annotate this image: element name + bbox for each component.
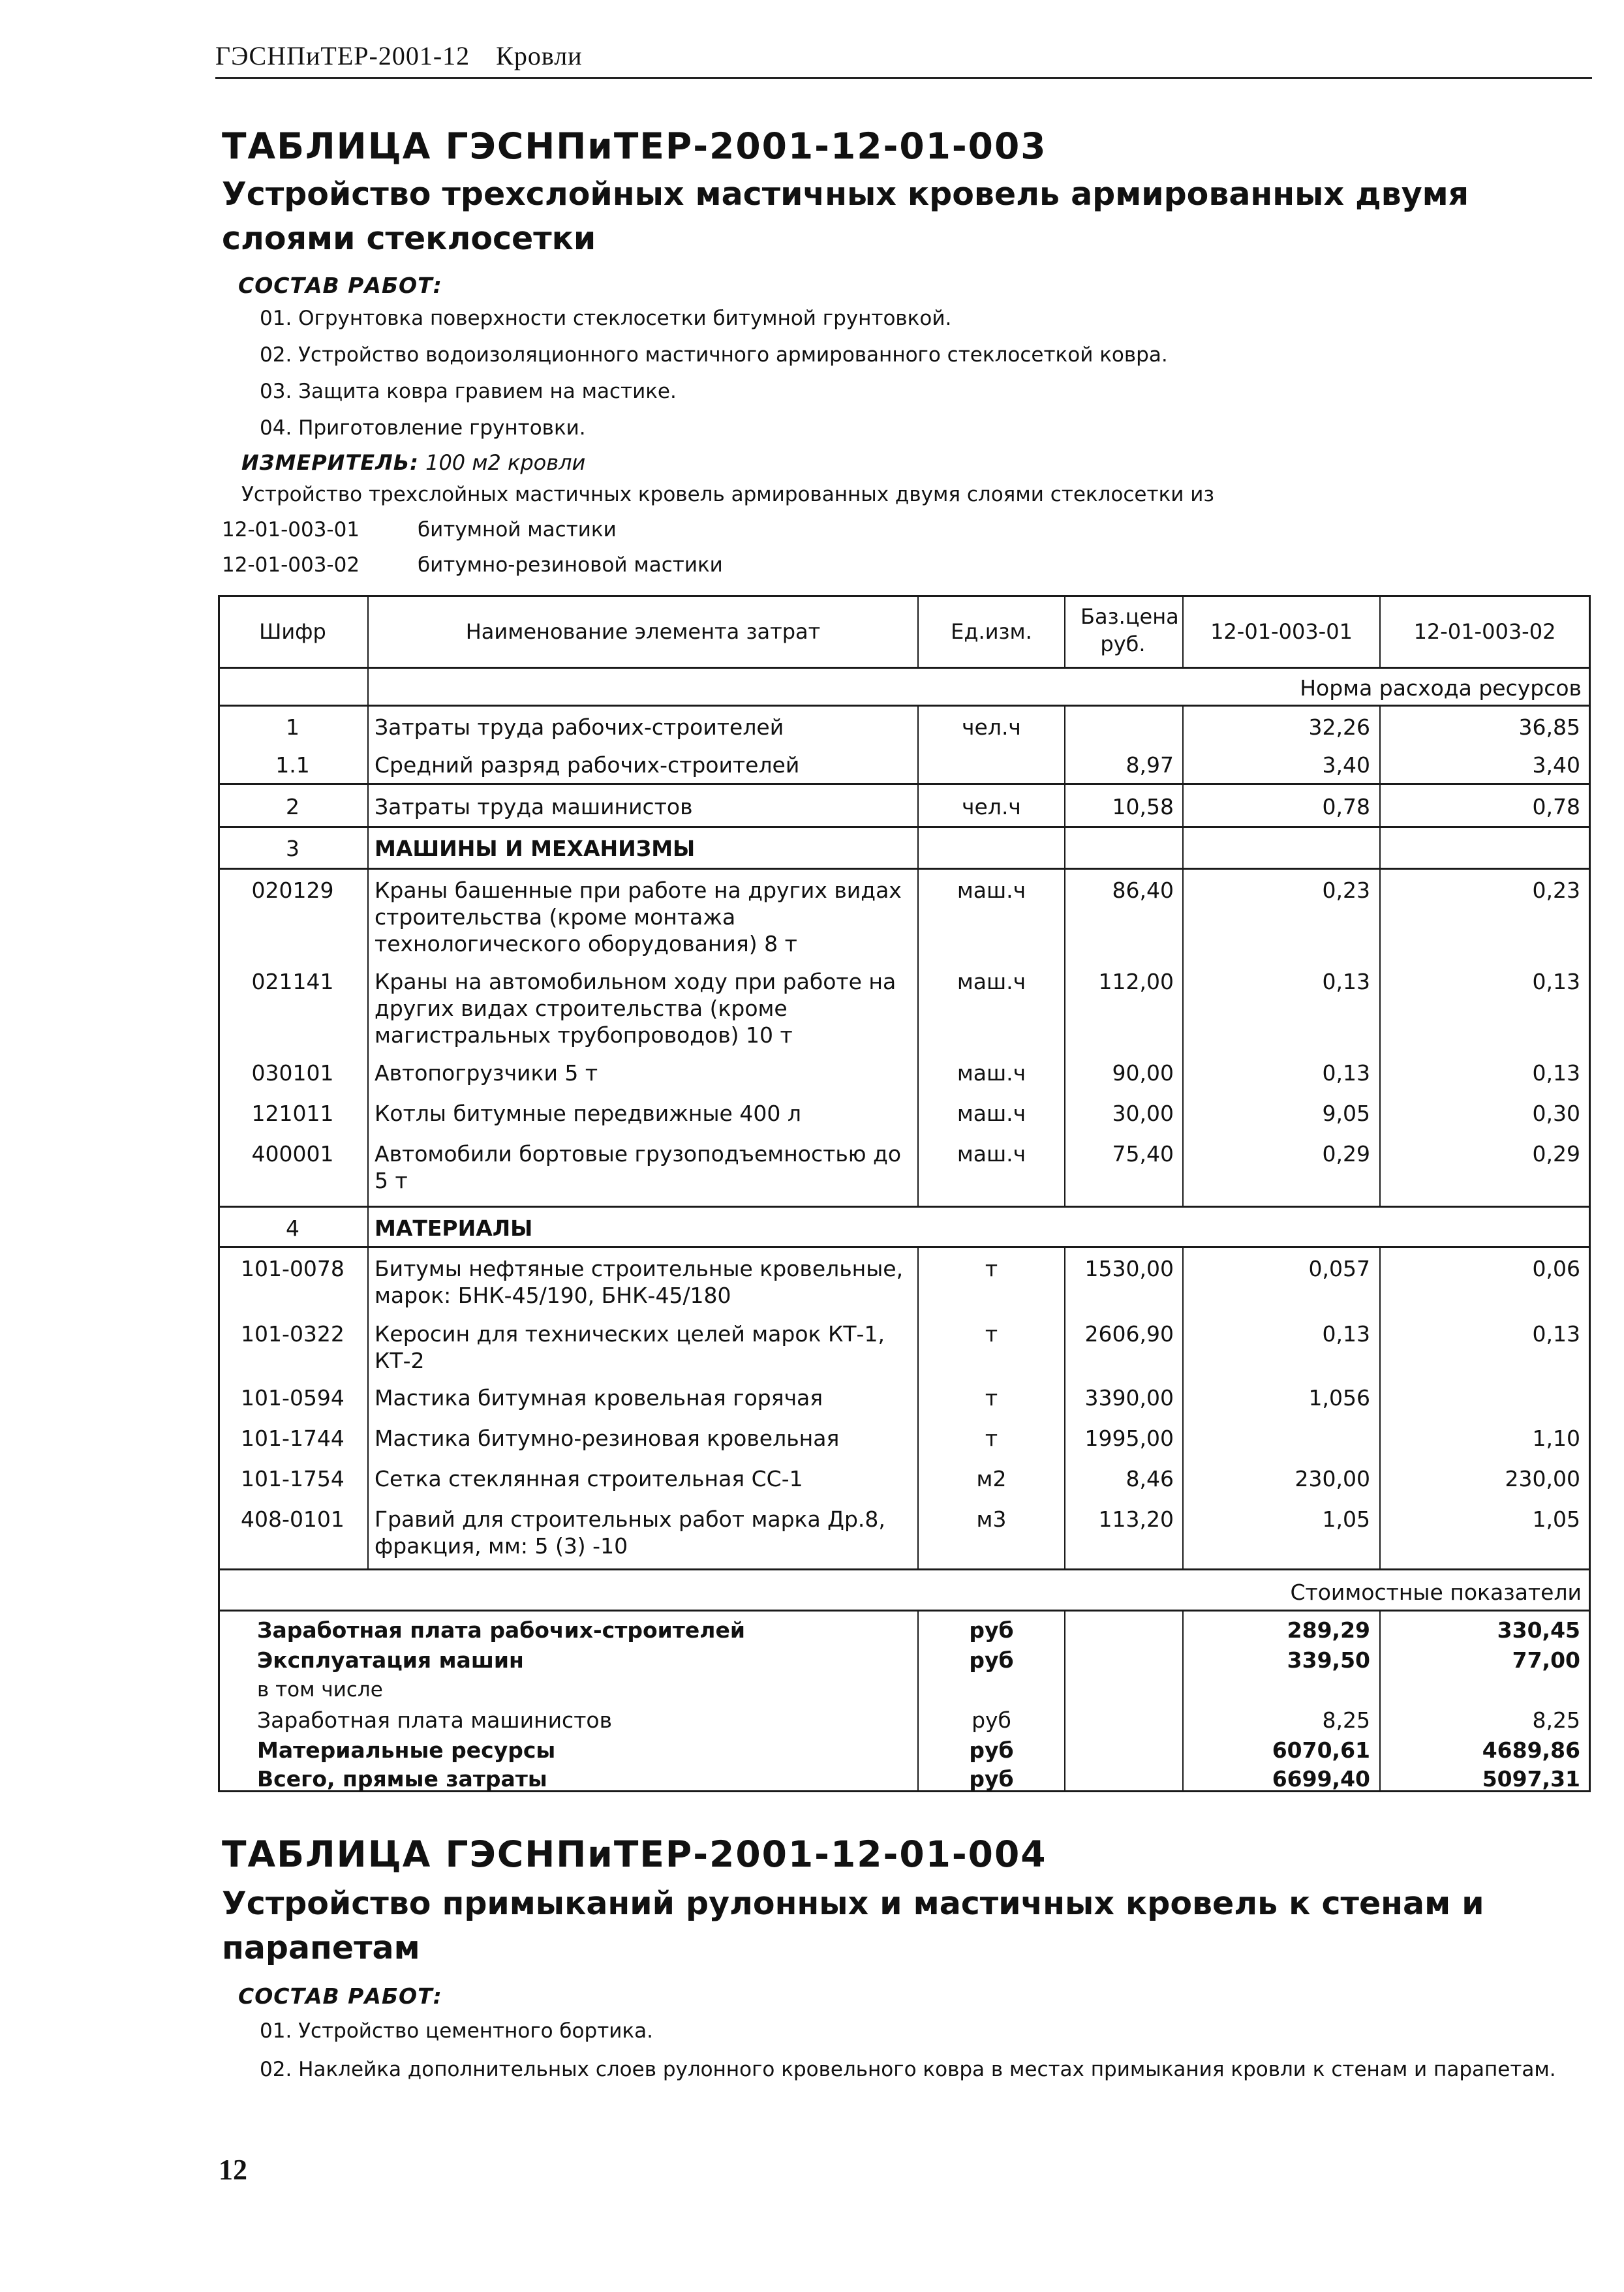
row-name: Затраты труда машинистов [375,794,693,819]
row-value-1: 230,00 [1295,1466,1370,1491]
row-value-1: 0,23 [1322,878,1370,903]
table-003-work-item: 03. Защита ковра гравием на мастике. [260,380,677,403]
row-price: 3390,00 [1084,1385,1174,1411]
summary-unit: руб [969,1647,1014,1673]
summary-value-1: 6699,40 [1272,1766,1370,1792]
row-code: 030101 [251,1060,334,1086]
row-value-1: 3,40 [1322,752,1370,778]
row-value-2: 1,05 [1532,1506,1580,1532]
row-value-2: 0,06 [1532,1256,1580,1281]
row-unit: маш.ч [957,878,1026,903]
table-004-work-item: 01. Устройство цементного бортика. [260,2019,653,2043]
row-code: 101-0078 [241,1256,345,1281]
row-value-1: 9,05 [1322,1101,1370,1126]
row-value-2: 36,85 [1518,714,1580,740]
row-unit: т [985,1385,998,1411]
page-number: 12 [219,2154,247,2186]
row-name: Керосин для технических целей марок КТ-1, КТ-2 [375,1321,885,1373]
summary-name: Всего, прямые затраты [257,1766,547,1792]
row-value-1: 0,13 [1322,1060,1370,1086]
row-value-1: 1,056 [1308,1385,1370,1411]
row-name: Мастика битумная кровельная горячая [375,1385,823,1411]
summary-unit: руб [969,1766,1014,1792]
row-name: Мастика битумно-резиновая кровельная [375,1426,840,1451]
row-value-2: 0,13 [1532,1321,1580,1347]
meter-value: 100 м2 кровли [425,450,586,475]
table-rule [218,1246,1591,1248]
row-code: 1 [286,714,299,740]
table-003-work-label: СОСТАВ РАБОТ: [238,273,442,298]
resource-table [218,595,1591,1792]
section-title-materials: МАТЕРИАЛЫ [375,1215,533,1241]
table-003-work-item: 01. Огрунтовка поверхности стеклосетки битумной грунтовкой. [260,307,952,330]
summary-value-1: 8,25 [1322,1707,1370,1733]
summary-name: Материальные ресурсы [257,1737,556,1763]
row-unit: чел.ч [962,794,1021,819]
row-code: 121011 [251,1101,334,1126]
summary-value-1: 289,29 [1287,1617,1370,1643]
row-value-1: 0,78 [1322,794,1370,819]
section-code: 3 [286,836,299,861]
summary-name: Заработная плата машинистов [257,1707,613,1733]
table-rule [218,595,1591,597]
table-rule [218,868,1591,870]
table-004-subtitle: Устройство примыканий рулонных и мастичных кровель к стенам и парапетам [222,1885,1484,1966]
row-value-2: 0,30 [1532,1101,1580,1126]
summary-unit: руб [969,1737,1014,1763]
row-unit: т [985,1321,998,1347]
row-name: Битумы нефтяные строительные кровельные, марок: БНК-45/190, БНК-45/180 [375,1256,904,1308]
row-code: 1.1 [275,752,310,778]
row-unit: т [985,1256,998,1281]
section-title-machines: МАШИНЫ И МЕХАНИЗМЫ [375,836,696,861]
column-header-unit: Ед.изм. [951,619,1032,644]
row-code: 101-1744 [241,1426,345,1451]
table-rule [367,595,369,705]
row-unit: маш.ч [957,1101,1026,1126]
row-value-1: 0,057 [1308,1256,1370,1281]
row-value-1: 32,26 [1308,714,1370,740]
table-rule [218,667,1591,669]
row-unit: маш.ч [957,1141,1026,1167]
row-price: 112,00 [1098,969,1174,994]
row-value-2: 0,13 [1532,969,1580,994]
table-rule [218,826,1591,828]
summary-name: Заработная плата рабочих-строителей [257,1617,745,1643]
summary-unit: руб [969,1617,1014,1643]
row-value-1: 1,05 [1322,1506,1370,1532]
row-price: 8,46 [1126,1466,1174,1491]
summary-value-2: 330,45 [1497,1617,1580,1643]
table-rule [218,705,1591,707]
table-rule [218,1568,1591,1570]
column-header-name: Наименование элемента затрат [465,619,821,644]
row-price: 75,40 [1112,1141,1174,1167]
row-price: 113,20 [1098,1506,1174,1532]
summary-unit: руб [972,1707,1011,1733]
row-price: 8,97 [1126,752,1174,778]
table-rule [218,1610,1591,1612]
column-header-variant-1: 12-01-003-01 [1210,619,1353,644]
table-rule [1064,1610,1065,1792]
row-value-1: 0,13 [1322,1321,1370,1347]
norm-caption: Норма расхода ресурсов [1300,675,1582,701]
section-code: 4 [286,1215,299,1241]
running-header [215,40,583,71]
summary-value-1: 6070,61 [1272,1737,1370,1763]
summary-name: Эксплуатация машин [257,1647,524,1673]
row-value-1: 0,13 [1322,969,1370,994]
meter-label: ИЗМЕРИТЕЛЬ: [241,450,419,475]
row-name: Сетка стеклянная строительная СС-1 [375,1466,803,1491]
row-price: 86,40 [1112,878,1174,903]
row-value-2: 0,23 [1532,878,1580,903]
running-header-code: ГЭСНПиТЕР-2001-12 [215,41,470,70]
row-name: Средний разряд рабочих-строителей [375,752,800,778]
variant-name: битумной мастики [418,518,617,542]
row-unit: м3 [976,1506,1007,1532]
running-header-section: Кровли [496,41,583,70]
row-name: Краны на автомобильном ходу при работе на других видах строительства (кроме магистральных трубопроводов) 10 т [375,969,896,1048]
row-price: 90,00 [1112,1060,1174,1086]
row-name: Автомобили бортовые грузоподъемностью до 5 т [375,1141,902,1193]
table-003-description: Устройство трехслойных мастичных кровель армированных двумя слоями стеклосетки из [241,483,1214,506]
row-value-2: 0,78 [1532,794,1580,819]
row-unit: м2 [976,1466,1007,1491]
table-rule [1064,705,1065,868]
row-code: 400001 [251,1141,334,1167]
table-rule [1064,595,1065,667]
column-header-variant-2: 12-01-003-02 [1413,619,1556,644]
row-value-2: 1,10 [1532,1426,1580,1451]
row-price: 1530,00 [1084,1256,1174,1281]
table-rule [218,1206,1591,1208]
row-price: 2606,90 [1084,1321,1174,1347]
table-rule [367,705,369,1568]
table-004-work-item: 02. Наклейка дополнительных слоев рулонного кровельного ковра в местах примыкания кровли к стенам и парапетам. [260,2058,1556,2081]
header-rule [215,77,1592,79]
row-name: Котлы битумные передвижные 400 л [375,1101,801,1126]
row-price: 30,00 [1112,1101,1174,1126]
row-code: 021141 [251,969,334,994]
column-header-code: Шифр [259,619,326,644]
variant-code: 12-01-003-02 [222,553,360,577]
summary-value-2: 8,25 [1532,1707,1580,1733]
row-value-2: 0,29 [1532,1141,1580,1167]
row-code: 2 [286,794,299,819]
column-header-price: Баз.цена руб. [1080,604,1179,656]
row-value-2: 230,00 [1505,1466,1580,1491]
row-code: 101-1754 [241,1466,345,1491]
summary-value-1: 339,50 [1287,1647,1370,1673]
summary-name: в том числе [257,1678,383,1702]
row-code: 408-0101 [241,1506,345,1532]
table-rule [1589,595,1591,1792]
row-unit: чел.ч [962,714,1021,740]
row-code: 020129 [251,878,334,903]
row-name: Гравий для строительных работ марка Др.8, фракция, мм: 5 (3) -10 [375,1506,885,1559]
cost-caption: Стоимостные показатели [1290,1580,1582,1605]
summary-value-2: 77,00 [1512,1647,1580,1673]
table-003-meter [241,450,585,475]
row-value-1: 0,29 [1322,1141,1370,1167]
row-unit: маш.ч [957,1060,1026,1086]
row-code: 101-0322 [241,1321,345,1347]
row-unit: маш.ч [957,969,1026,994]
row-value-2: 0,13 [1532,1060,1580,1086]
table-003-subtitle: Устройство трехслойных мастичных кровель армированных двумя слоями стеклосетки [222,176,1469,257]
table-003-work-item: 04. Приготовление грунтовки. [260,416,586,440]
row-name: Автопогрузчики 5 т [375,1060,598,1086]
row-name: Затраты труда рабочих-строителей [375,714,784,740]
table-004-work-label: СОСТАВ РАБОТ: [238,1983,442,2009]
table-rule [218,783,1591,785]
table-003-work-item: 02. Устройство водоизоляционного мастичного армированного стеклосеткой ковра. [260,343,1168,367]
summary-value-2: 5097,31 [1482,1766,1580,1792]
variant-name: битумно-резиновой мастики [418,553,723,577]
summary-value-2: 4689,86 [1482,1737,1580,1763]
variant-code: 12-01-003-01 [222,518,360,542]
row-price: 10,58 [1112,794,1174,819]
row-price: 1995,00 [1084,1426,1174,1451]
row-unit: т [985,1426,998,1451]
row-value-2: 3,40 [1532,752,1580,778]
row-code: 101-0594 [241,1385,345,1411]
row-name: Краны башенные при работе на других видах строительства (кроме монтажа технологического оборудования) 8 т [375,878,902,956]
table-004-heading: ТАБЛИЦА ГЭСНПиТЕР-2001-12-01-004 [222,1833,1047,1875]
table-003-heading: ТАБЛИЦА ГЭСНПиТЕР-2001-12-01-003 [222,125,1047,167]
